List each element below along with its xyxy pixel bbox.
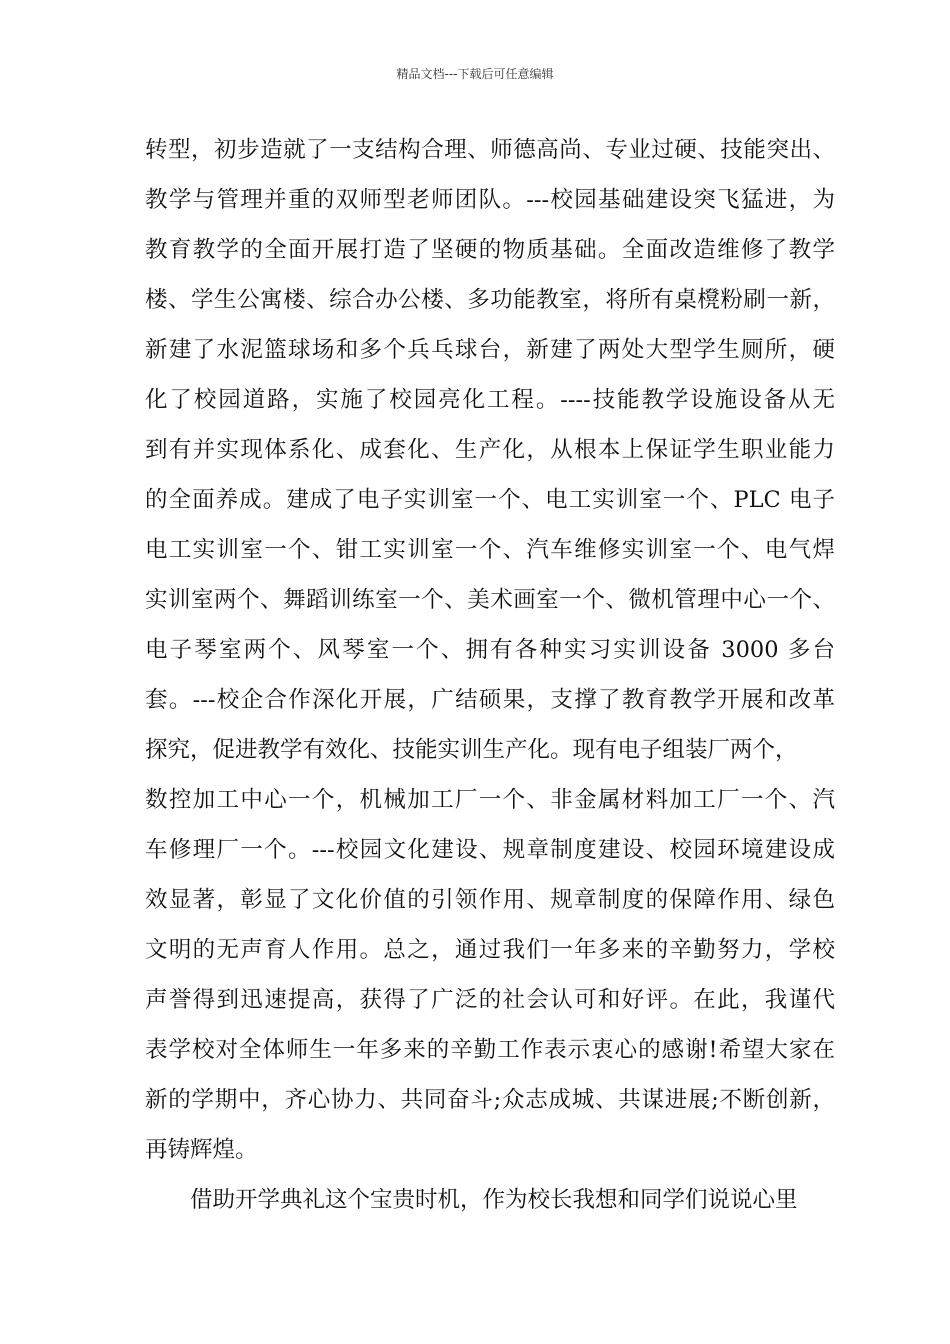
text-line: 教育教学的全面开展打造了坚硬的物质基础。全面改造维修了教学 [145,237,835,263]
paragraph-start-line: 借助开学典礼这个宝贵时机，作为校长我想和同学们说说心里 [190,1187,798,1213]
text-line: 再铸辉煌。 [145,1137,258,1163]
document-body [145,125,835,1225]
text-line: 探究，促进教学有效化、技能实训生产化。现有电子组装厂两个， [145,737,798,763]
text-line: 电工实训室一个、钳工实训室一个、汽车维修实训室一个、电气焊 [145,537,835,563]
text-line: 化了校园道路，实施了校园亮化工程。----技能教学设施设备从无 [145,387,835,413]
text-line: 教学与管理并重的双师型老师团队。---校园基础建设突飞猛进，为 [145,187,835,213]
text-line: 效显著，彰显了文化价值的引领作用、规章制度的保障作用、绿色 [145,887,835,913]
page-header: 精品文档---下载后可任意编辑 [396,67,554,81]
text-line: 新的学期中，齐心协力、共同奋斗;众志成城、共谋进展;不断创新， [145,1087,835,1113]
text-line: 声誉得到迅速提高，获得了广泛的社会认可和好评。在此，我谨代 [145,987,835,1013]
text-line: 表学校对全体师生一年多来的辛勤工作表示衷心的感谢!希望大家在 [145,1037,835,1063]
text-line: 实训室两个、舞蹈训练室一个、美术画室一个、微机管理中心一个、 [145,587,835,613]
text-line: 车修理厂一个。---校园文化建设、规章制度建设、校园环境建设成 [145,837,835,863]
text-line: 新建了水泥篮球场和多个兵乓球台，新建了两处大型学生厕所，硬 [145,337,835,363]
text-line: 电子琴室两个、风琴室一个、拥有各种实习实训设备 3000 多台 [145,637,835,663]
text-line: 文明的无声育人作用。总之，通过我们一年多来的辛勤努力，学校 [145,937,835,963]
text-line: 的全面养成。建成了电子实训室一个、电工实训室一个、PLC 电子 [145,487,835,513]
text-line: 转型，初步造就了一支结构合理、师德高尚、专业过硬、技能突出、 [145,137,835,163]
text-line: 到有并实现体系化、成套化、生产化，从根本上保证学生职业能力 [145,437,835,463]
text-line: 楼、学生公寓楼、综合办公楼、多功能教室，将所有桌櫈粉刷一新， [145,287,835,313]
text-line: 套。---校企合作深化开展，广结硕果，支撑了教育教学开展和改革 [145,687,835,713]
text-line: 数控加工中心一个，机械加工厂一个、非金属材料加工厂一个、汽 [145,787,835,813]
